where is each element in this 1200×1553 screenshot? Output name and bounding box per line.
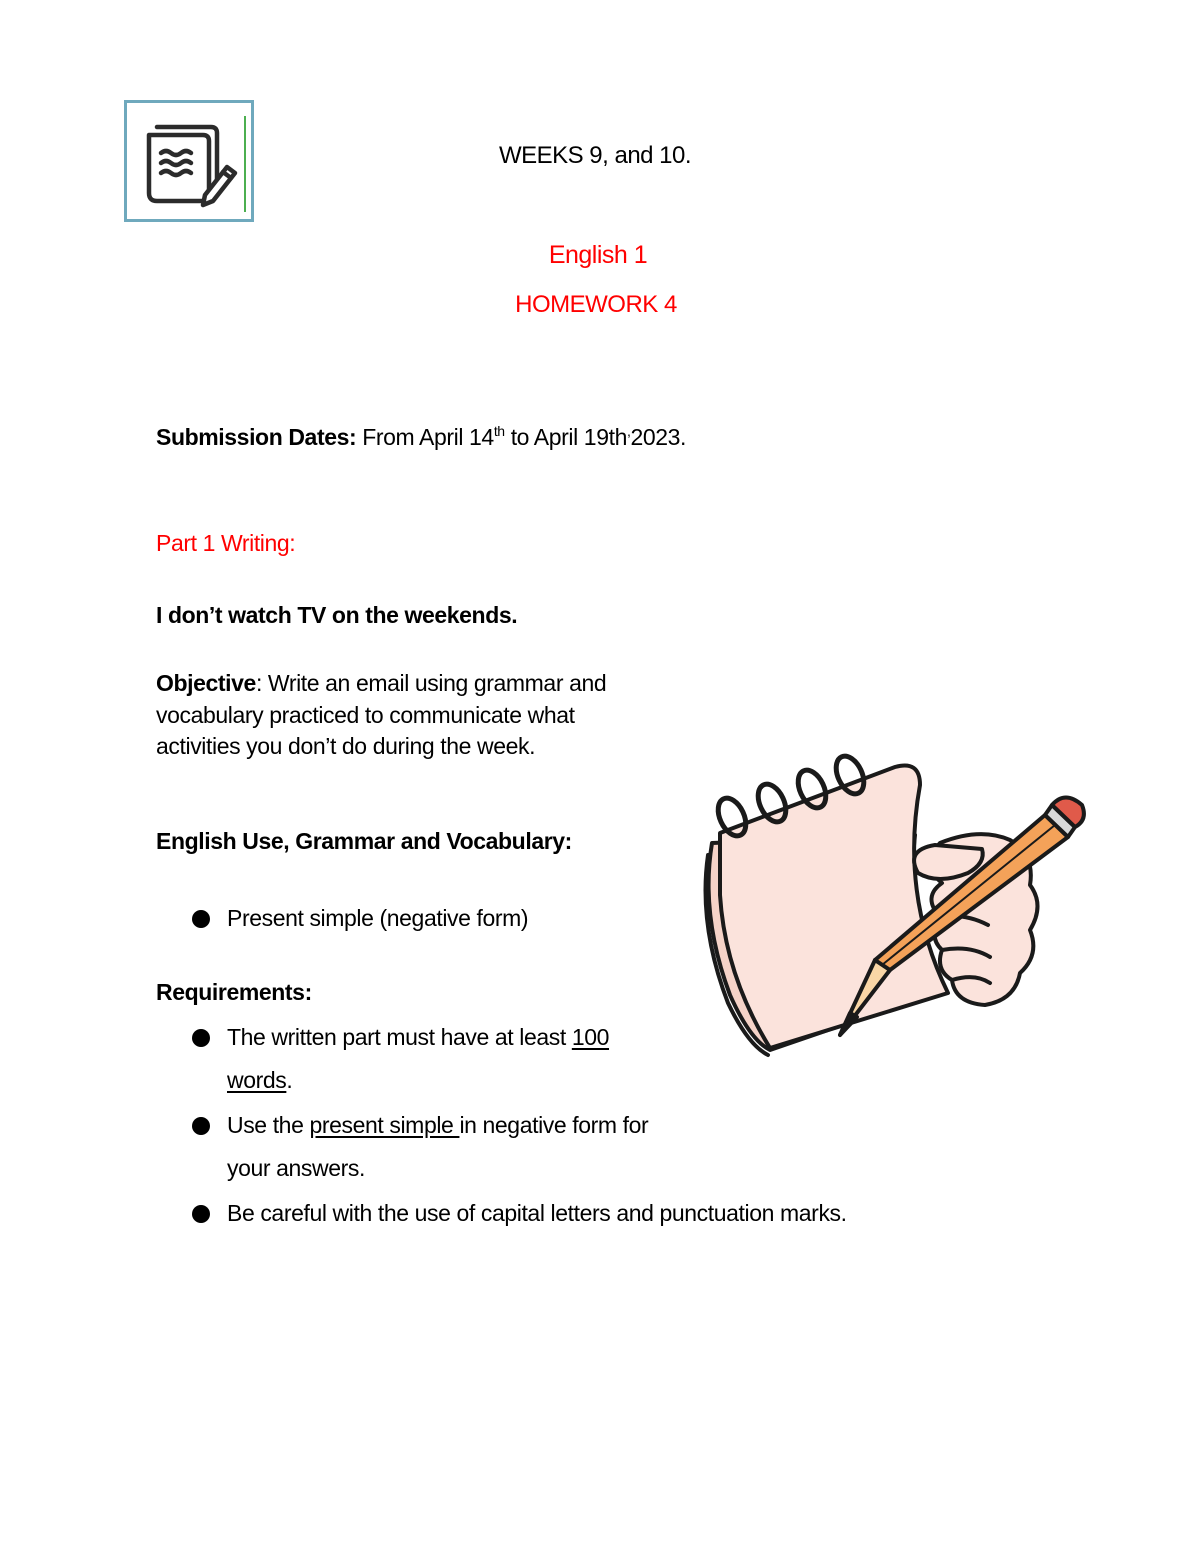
submission-label: Submission Dates:	[156, 424, 357, 450]
bullet-icon	[192, 910, 210, 928]
objective-label: Objective	[156, 670, 256, 696]
requirement-1-underlined-word: words	[227, 1067, 287, 1093]
requirement-1-text	[227, 1016, 609, 1102]
requirement-1-post: .	[286, 1067, 293, 1093]
requirement-2-line-2: your answers.	[227, 1155, 365, 1181]
requirement-3-text: Be careful with the use of capital letters and punctuation marks.	[227, 1200, 847, 1226]
requirement-2-underlined: present simple	[309, 1112, 460, 1138]
homework-title: HOMEWORK 4	[515, 291, 677, 318]
requirement-1-underlined-number: 100	[571, 1024, 610, 1050]
part1-heading: Part 1 Writing:	[156, 530, 296, 556]
objective-line-2: vocabulary practiced to communicate what	[156, 701, 575, 728]
requirement-1-pre: The written part must have at least	[227, 1024, 572, 1050]
notepad-pencil-hand-illustration	[690, 745, 1090, 1060]
objective-paragraph	[156, 668, 606, 763]
part1-topic: I don’t watch TV on the weekends.	[156, 602, 518, 628]
objective-line-1: : Write an email using grammar and	[255, 670, 607, 696]
requirement-2-post: in negative form for	[459, 1112, 649, 1138]
bullet-icon	[192, 1205, 210, 1223]
bullet-icon	[192, 1117, 210, 1135]
course-title: English 1	[548, 241, 648, 269]
submission-sup-2: ,	[626, 423, 631, 439]
grammar-item-text: Present simple (negative form)	[227, 905, 529, 931]
objective-line-3: activities you don’t do during the week.	[156, 733, 536, 759]
submission-text-2: to April 19th	[504, 424, 627, 450]
weeks-title: WEEKS 9, and 10.	[498, 142, 692, 169]
requirement-2-pre: Use the	[227, 1112, 310, 1138]
bullet-icon	[192, 1029, 210, 1047]
grammar-heading: English Use, Grammar and Vocabulary:	[156, 828, 572, 854]
submission-text-3: 2023.	[630, 424, 687, 450]
submission-dates	[156, 422, 686, 454]
submission-sup-1: th	[493, 423, 505, 439]
requirements-heading: Requirements:	[156, 979, 312, 1005]
submission-text-1: From April 14	[356, 424, 494, 450]
requirement-2-text	[227, 1104, 648, 1190]
